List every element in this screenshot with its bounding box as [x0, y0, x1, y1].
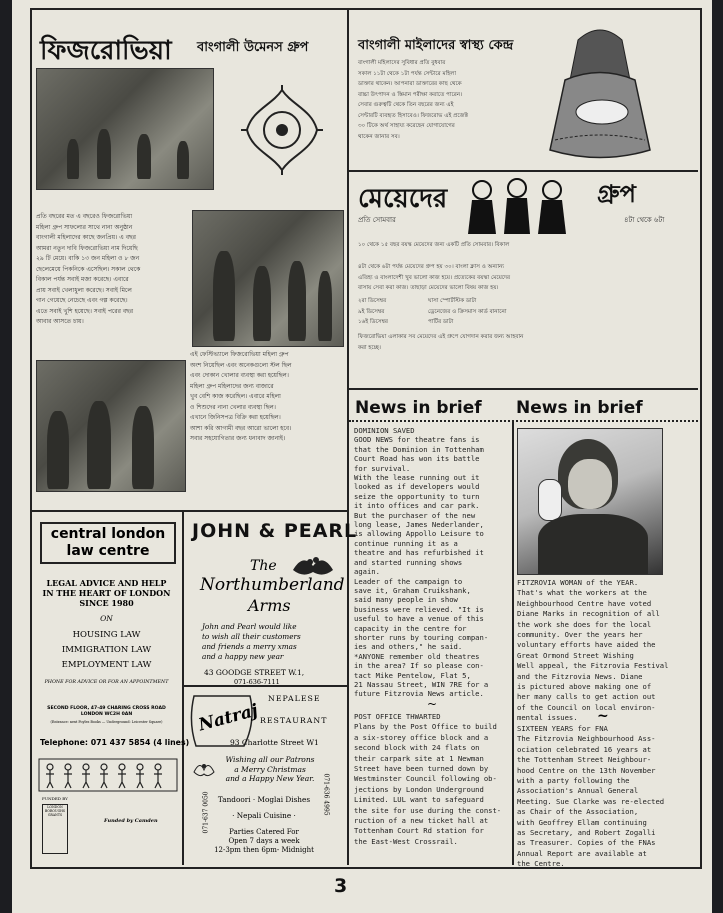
restaurant-type-2: RESTAURANT	[260, 716, 328, 725]
restaurant-phone-right: 071-636 4995	[322, 773, 330, 816]
law-centre-logo: central london law centre	[40, 522, 176, 564]
schedule-row: ১৬ই ডিসেম্বর পার্টির ডাটা	[358, 319, 454, 325]
photo-market-stall	[36, 360, 186, 492]
photo-diane-marks	[517, 428, 663, 575]
news-in-brief-heading-left: News in brief	[355, 398, 482, 418]
restaurant-catering: Parties Catered For Open 7 days a week 12-3pm then 6pm- Midnight	[214, 828, 314, 855]
woman-of-year-article: FITZROVIA WOMAN of the YEAR. That's what the workers at the Neighbourhood Centre have voted Diane Marks in recognition of all the work she does for the local community. Over the years her voluntary efforts have aided the Great Ormond Street Wishing Well appeal, the Fitzrovia Festival and the Fitzrovia News. Diane is pictured above making one of her many calls to get action out of the Council on local environ- mental issues.	[517, 578, 697, 724]
restaurant-wishes: Wishing all our Patrons a Merry Christmas and a Happy New Year.	[225, 755, 315, 783]
fitzrovia-title: ফিজরোভিয়া	[40, 36, 172, 66]
restaurant-address: 93 Charlotte Street W1	[230, 738, 319, 747]
dominion-headline: DOMINION SAVED	[354, 426, 415, 435]
girls-group-time: ৪টা থেকে ৬টা	[624, 216, 665, 224]
law-centre-telephone: Telephone: 071 437 5854 (4 lines)	[40, 738, 190, 747]
law-centre-address: SECOND FLOOR, 47-49 CHARING CROSS ROAD LONDON WC2H 0AN	[47, 706, 166, 717]
girls-group-body: ৪টা থেকে ৬টা পর্যন্ত মেয়েদের গ্রুপ হয় ৩০। বাংলা ক্লাস ও অন্যান্য এতিহ্য ও বাংলাদেশী খুব ভালো কাজ হয়ে। প্রত্যেকের বয়স্কা মেয়েদের বাসায় সেবা করা কাজ। তাছাড়া মেয়েদের ভালো বিষয় কাজ হয়।	[358, 264, 511, 291]
girls-group-footer: ফিজরোভিয়া এলাকার সব মেয়েদের এই গ্রুপে যোগদান করার জন্য আহবান করা হচ্ছে।	[358, 334, 524, 351]
girls-silhouettes-icon	[462, 176, 572, 238]
newspaper-page	[12, 0, 712, 913]
restaurant-type-1: NEPALESE	[268, 694, 321, 703]
dominion-article: DOMINION SAVED GOOD NEWS for theatre fans is that the Dominion in Tottenham Court Road has won its battle for survival. With the lease running out it looked as if developers would seize the opportunity to turn it into offices and car park. But the purchaser of the new long lease, James Nederlander, is allowing Appollo Leisure to continue running it as a theatre and has refurbished it and started running shows again. Leader of the campaign to save it, Graham Cruikshank, said many people in show business were relieved. "It is useful to have a venue of this capacity in the centre for shorter runs by touring compan- ies and others," he said. *ANYONE remember old theatres in the area? If so please con- tact Mike Pentelow, Flat 5, 21 Nassau Street, WIN 7RE for a future Fitzrovia News article.	[354, 426, 514, 699]
law-centre-address-note: (Entrance: next Foyles Books — Underground: Leicester Square)	[50, 720, 163, 724]
law-centre-services: HOUSING LAW IMMIGRATION LAW EMPLOYMENT LAW	[61, 630, 152, 670]
girls-group-subtitle: প্রতি সোমবার	[358, 216, 396, 224]
law-centre-phone-note: PHONE FOR ADVICE OR FOR AN APPOINTMENT	[44, 680, 169, 685]
pub-name-the: The	[250, 558, 277, 574]
decorative-motif-icon	[237, 85, 327, 175]
photo-festival-women	[192, 210, 344, 347]
schedule-row: ৯ই ডিসেম্বর ড্রেনেজের ও ক্রিসমাস কার্ড বানানো	[358, 308, 507, 315]
woman-with-baby-illustration-icon	[540, 20, 660, 165]
post-office-article: POST OFFICE THWARTED Plans by the Post Office to build a six-storey office block and a second block with 24 flats on their carpark site at 1 Newman Street have been turned down by Westminster Council following ob- jections by London Underground Limited. LUL want to safeguard the site for use during the const- ruction of a new ticket hall at Tottenham Court Rd station for the East-West Crossrail.	[354, 712, 514, 847]
pub-name-arms: Arms	[248, 596, 291, 615]
restaurant-phone-left: 071-637 0050	[202, 791, 210, 834]
people-frieze-icon	[38, 758, 178, 792]
sixteen-years-headline: SIXTEEN YEARS for FNA	[517, 724, 608, 733]
restaurant-cuisine-2: · Nepali Cuisine ·	[232, 811, 296, 820]
law-centre-tagline: LEGAL ADVICE AND HELP IN THE HEART OF LONDON SINCE 1980	[42, 578, 171, 608]
bengali-article-left: প্রতি বছরের মত এ বছরেও ফিজরোভিয়া মহিলা গ্রুপ সাফল্যের সাথে নানা অনুষ্ঠান বাংগালী মহিলাদের কাছে জনপ্রিয়। এ বছর আমরা নতুন দাবি ফিজরোভিয়া নাম দিয়েছি ২৯ টি মেয়ে। বাকি ১৩ জন মহিলা ও ৮ জন ছেলেমেয়ে পিকনিকে এসেছিল। সকাল থেকে বিকাল পর্যন্ত সবাই মজা করেছে। এবারে প্রায় সবাই খেলাধুলা করেছে। সবাই মিলে গান গেয়েছে নেচেছে এবং গল্প করেছে। এতে সবাই খুশি হয়েছে। সবাই পরের বছর আবার আসতে চায়।	[36, 213, 141, 325]
pub-wishes: John and Pearl would like to wish all their customers and friends a merry xmas and a happy new year	[202, 622, 301, 661]
news-in-brief-heading-right: News in brief	[516, 398, 643, 418]
vertical-rule-top	[347, 8, 349, 418]
girls-group-title-right: গ্রুপ	[597, 180, 636, 208]
pub-name-main: Northumberland	[200, 575, 345, 595]
horizontal-rule-left	[32, 510, 349, 512]
sixteen-years-article: SIXTEEN YEARS for FNA The Fitzrovia Neighbourhood Ass- ociation celebrated 16 years at the Tottenham Street Neighbour- hood Centre on the 13th November with a party following the Association's Annual General Meeting. Sue Clarke was re-elected as Chair of the Association, with Geoffrey Ellam continuing as Secretary, and Robert Zogalli as Treasurer. Copies of the FNAs Annual Report are available at the Centre.	[517, 724, 697, 870]
pub-phone: 071-636-7111	[234, 678, 280, 686]
post-office-headline: POST OFFICE THWARTED	[354, 712, 441, 721]
girls-group-title-left: মেয়েদের	[358, 184, 448, 214]
girls-group-schedule	[358, 296, 693, 328]
page-number: 3	[334, 875, 348, 897]
health-centre-body: বাংগালী মহিলাদের সুবিধার প্রতি বুধবার সকাল ১১টা থেকে ১টা পর্যন্ত সেন্টারে মহিলা ডাক্তার থাকেন। আপনারা ডাক্তারের কাছ থেকে বাচ্চা উৎপাদন ও স্তিমান পরীক্ষা করাতে পারেন। সেবার গুরুত্বটি থেকে তিন বছরের জন্য এই সেন্টারটি ব্যবহৃত হিসাবেও। ফিজরোভ এই প্রজেক্ট ৩০ টিকে অর্থ সাহায্য করেছেন যোগাযোগের থাকেন জানার সব।	[358, 60, 468, 140]
restaurant-logo: Natraj	[196, 700, 261, 736]
tilde-divider-icon: ~	[427, 697, 438, 711]
camden-logo: Funded by Camden	[104, 818, 158, 824]
tilde-divider-icon: ~	[597, 708, 609, 724]
womens-group-subtitle: বাংগালী উমেনস গ্রুপ	[197, 40, 309, 55]
funded-by-label: FUNDED BY	[42, 796, 68, 801]
lbg-logo: LONDON BOROUGHS GRANTS	[42, 804, 68, 854]
girls-group-intro: ১০ থেকে ১৫ বছর বয়স্ক মেয়েদের জন্য একটি প্রতি সোমবার। বিকাল	[358, 242, 510, 248]
woman-of-year-headline: FITZROVIA WOMAN of the YEAR.	[517, 578, 639, 587]
law-centre-on: ON	[100, 614, 113, 623]
schedule-row: ২রা ডিসেম্বর ঘাসা স্পোর্টস্টিক ডাটা	[358, 298, 477, 304]
horizontal-rule-right-mid	[349, 388, 698, 390]
photo-park-gathering	[36, 68, 214, 190]
restaurant-cuisine-1: Tandoori · Moglai Dishes	[217, 795, 311, 804]
pub-owners: JOHN & PEARL	[192, 520, 358, 542]
bengali-article-mid: এই ফেস্টিভ্যালে ফিজরোভিয়া মহিলা গ্রুপ অংশ নিয়েছিল এবং অনেকগুলো স্টল ছিল এবং দোকান খোলার ব্যবস্থা করা হয়েছিল। মহিলা গ্রুপ মহিলাদের জন্য বাজারে খুব বেশি কাজ করেছিল। এবারে মহিলা ও শিশুদের নানা খেলার ব্যবস্থা ছিল। এখানে জিনিসপত্র বিক্রি করা হয়েছিল। আশা করি আগামী বছর আরো ভালো হবে। সবার সহযোগিতার জন্য ধন্যবাদ জানাই।	[190, 351, 292, 442]
pub-address: 43 GOODGE STREET W.1,	[204, 668, 305, 677]
vertical-rule-mid	[347, 418, 349, 865]
news-dotted-rule	[349, 420, 698, 422]
vertical-rule-ads	[182, 512, 184, 865]
health-centre-title: বাংগালী মাইলাদের স্বাস্থ্য কেন্দ্র	[358, 38, 514, 53]
horizontal-rule-right-top	[349, 170, 698, 172]
